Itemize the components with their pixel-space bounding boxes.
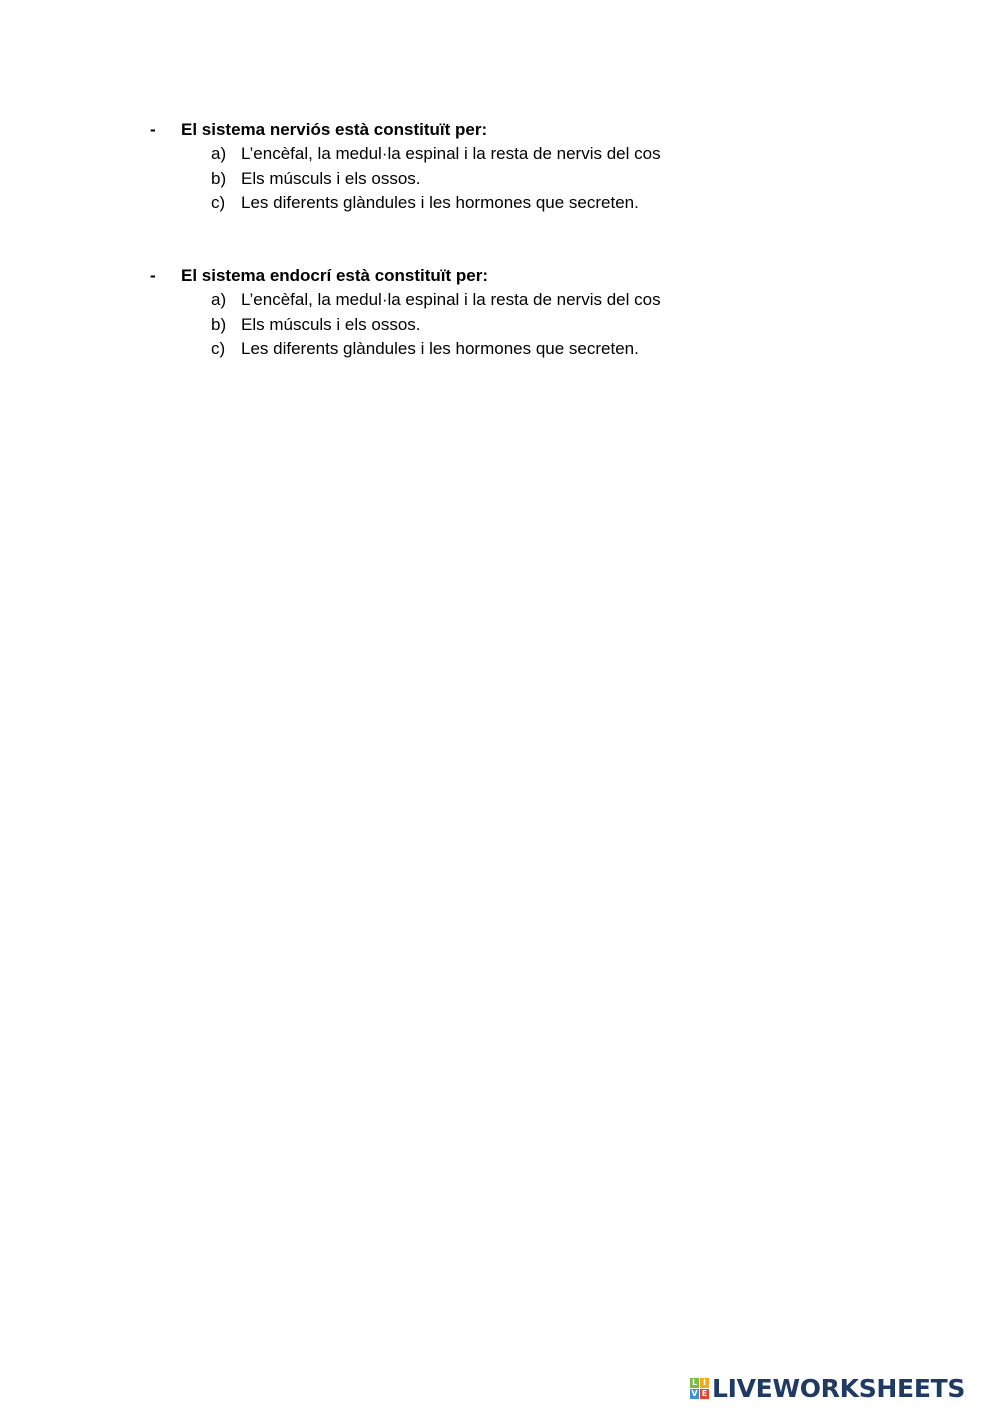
option-text: L’encèfal, la medul·la espinal i la resta de nervis del cos <box>241 290 661 309</box>
question-1-option-a[interactable] <box>150 144 850 169</box>
option-text: L’encèfal, la medul·la espinal i la resta de nervis del cos <box>241 144 661 163</box>
question-1-option-c[interactable] <box>150 193 850 218</box>
option-text: Les diferents glàndules i les hormones que secreten. <box>241 193 639 212</box>
logo-text: LIVEWORKSHEETS <box>712 1373 966 1403</box>
question-2-heading <box>150 266 850 290</box>
option-letter: c) <box>211 339 226 358</box>
question-2-option-c[interactable] <box>150 339 850 364</box>
question-1-text: El sistema nerviós està constituït per: <box>181 120 488 139</box>
option-letter: a) <box>211 144 227 163</box>
question-1-options <box>150 144 850 218</box>
option-text: Els músculs i els ossos. <box>241 168 421 188</box>
question-1-heading <box>150 120 850 144</box>
question-2-text: El sistema endocrí està constituït per: <box>181 266 489 285</box>
liveworksheets-logo-icon <box>690 1378 709 1399</box>
question-2-bullet: - <box>150 266 156 285</box>
question-2-option-b[interactable] <box>150 315 850 340</box>
option-letter: a) <box>211 290 227 309</box>
question-1-option-b[interactable] <box>150 169 850 194</box>
question-1 <box>150 120 850 218</box>
logo-cell-i: I <box>700 1378 709 1388</box>
option-text: Les diferents glàndules i les hormones que secreten. <box>241 339 639 358</box>
option-letter: b) <box>211 168 227 188</box>
logo-cell-l: L <box>691 1377 698 1387</box>
question-2 <box>150 266 850 364</box>
option-letter: c) <box>211 193 226 212</box>
option-letter: b) <box>211 314 227 334</box>
logo-cell-v: V <box>691 1388 698 1398</box>
logo-cell-e: E <box>701 1388 708 1398</box>
question-1-bullet: - <box>150 120 156 139</box>
option-text: Els músculs i els ossos. <box>241 314 421 334</box>
question-2-options <box>150 290 850 364</box>
liveworksheets-logo <box>690 1373 965 1403</box>
question-2-option-a[interactable] <box>150 290 850 315</box>
